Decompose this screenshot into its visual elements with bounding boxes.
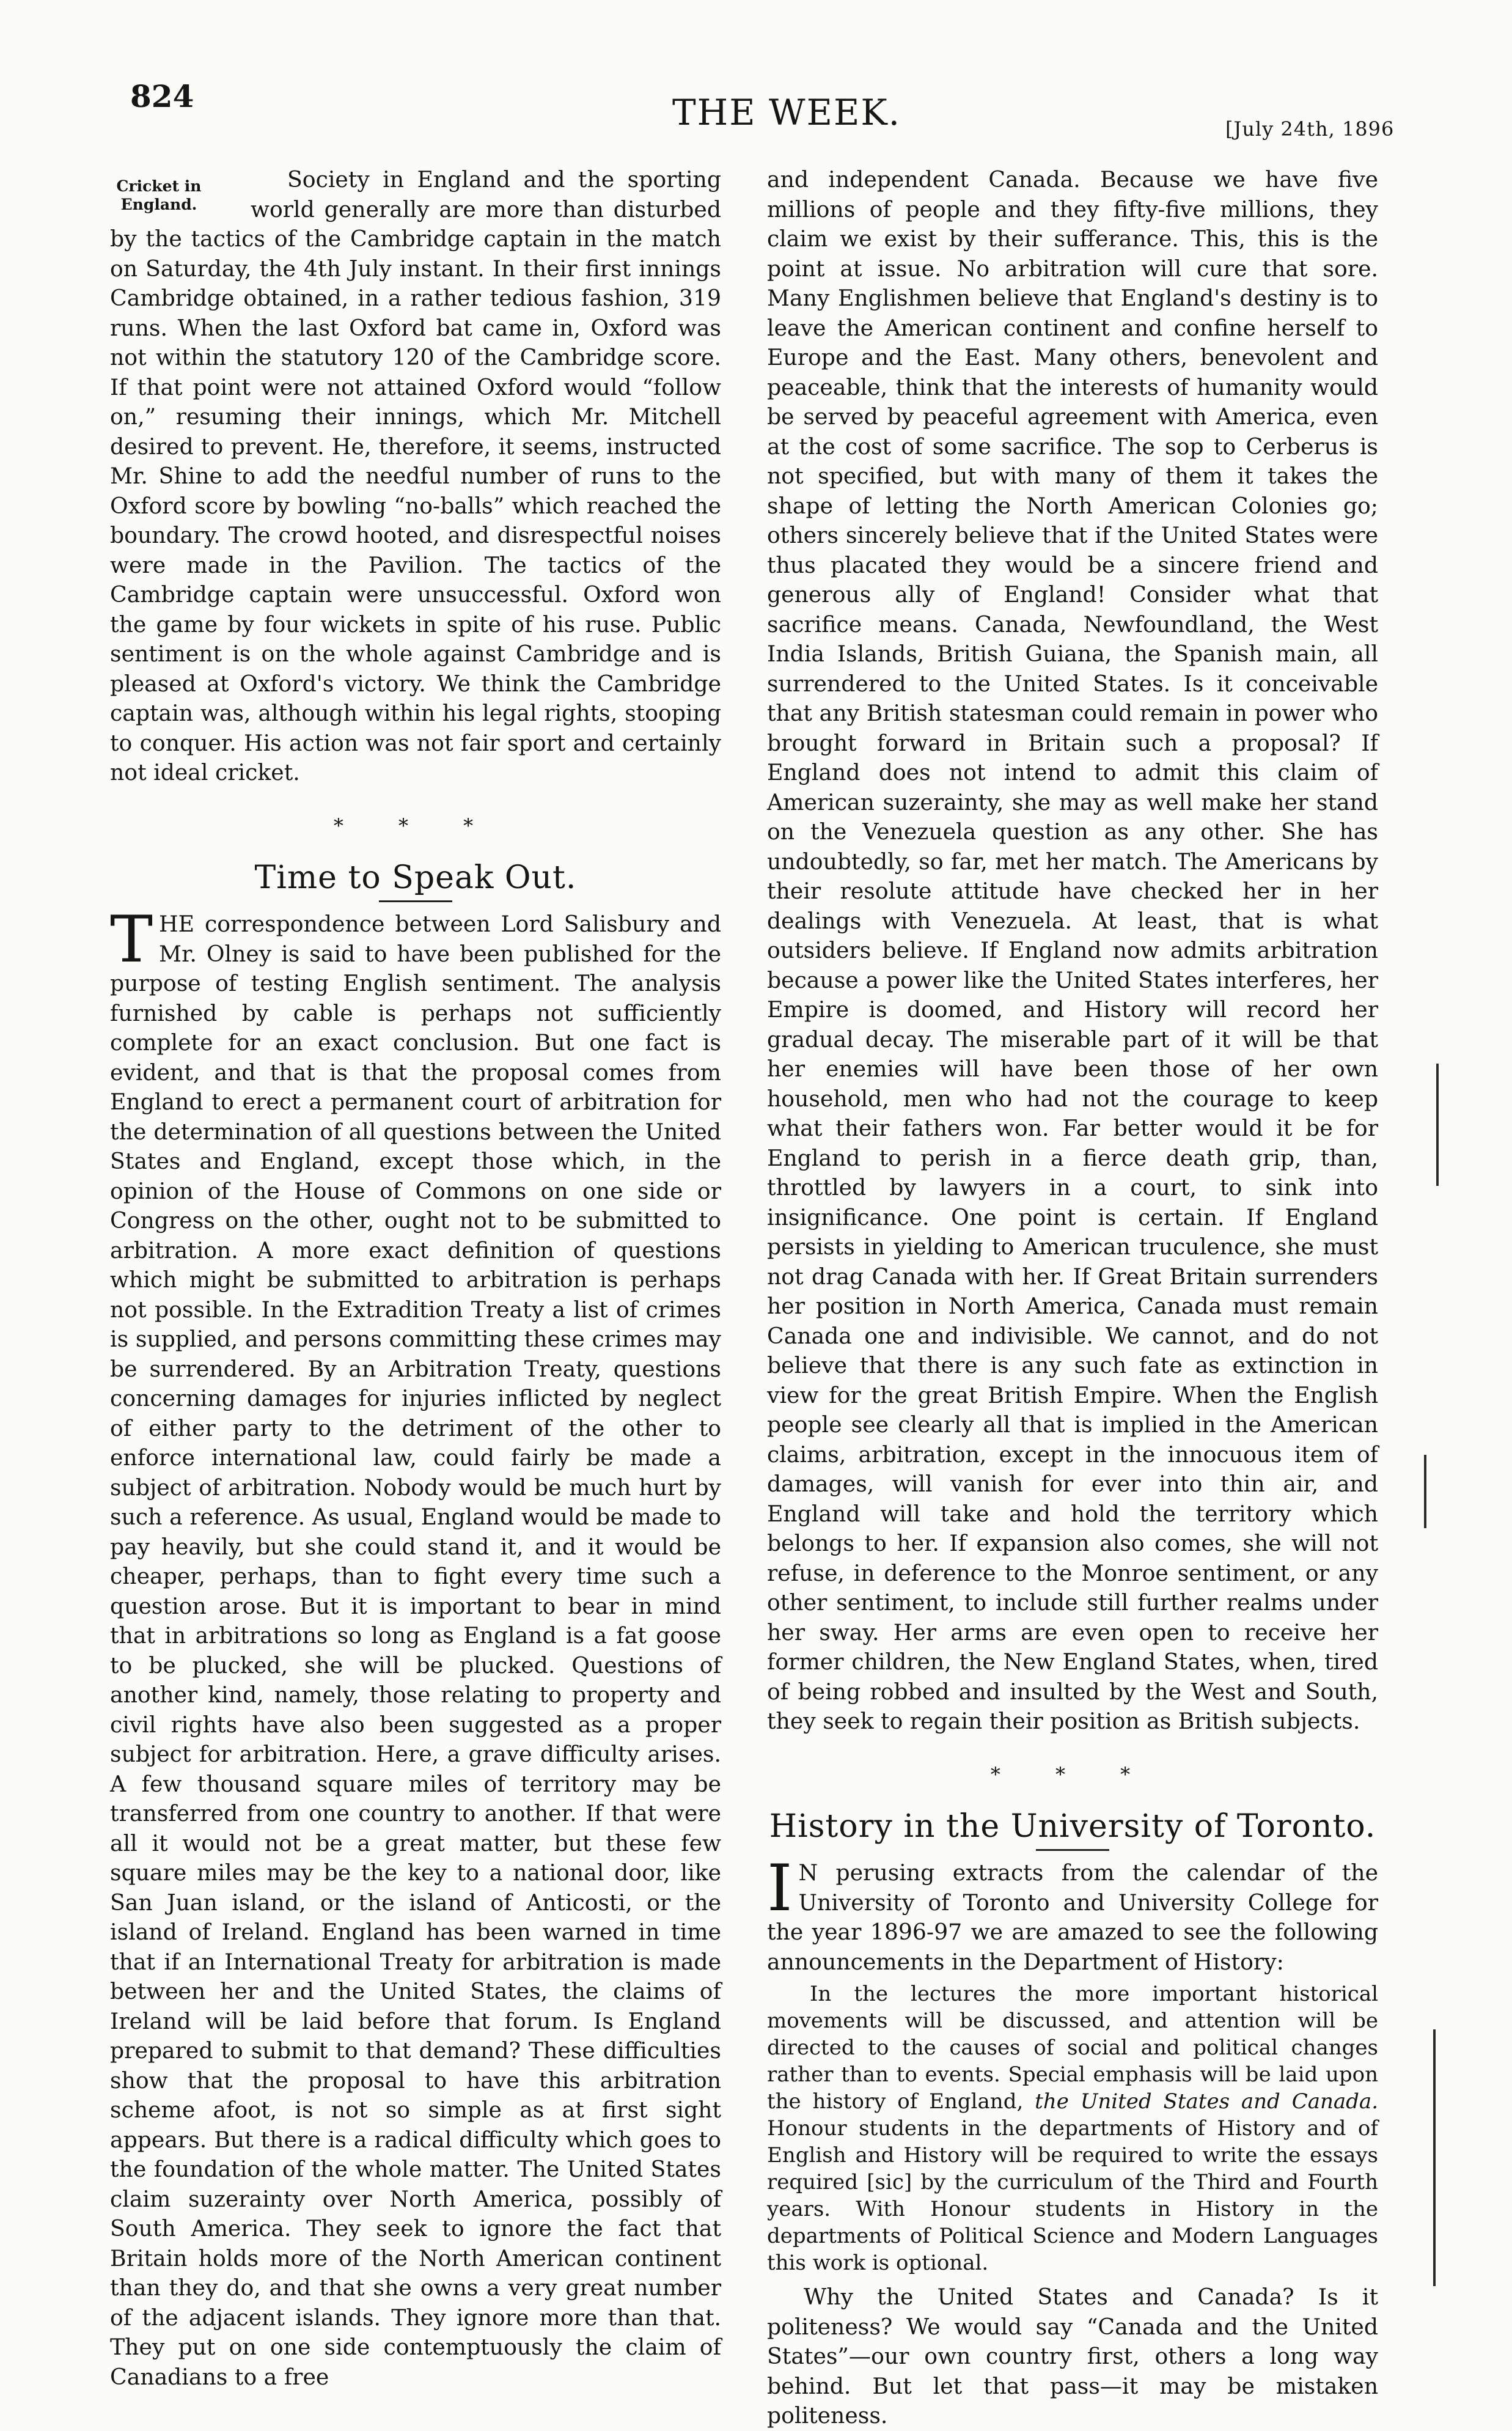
left-column <box>110 165 721 2392</box>
margin-mark <box>1436 1064 1439 1186</box>
drop-cap: T <box>110 902 153 977</box>
time-to-speak-out-title: Time to Speak Out. <box>254 859 577 896</box>
history-toronto-title: History in the University of Toronto. <box>769 1808 1376 1845</box>
cricket-side-heading: Cricket in England. <box>116 177 202 213</box>
quotation-italic-countries: the United States and Canada. <box>1035 2089 1378 2114</box>
title-rule <box>1036 1849 1109 1851</box>
history-intro-text: N perusing extracts from the calendar of the University of Toronto and University College for the year 1896-97 we are amazed to see the following announcements in the Department of History: <box>767 1859 1378 1975</box>
right-column <box>767 165 1378 2431</box>
closing-paragraph: Why the United States and Canada? Is it politeness? We would say “Canada and the United States”—our own country first, others a long way behind. But let that pass—it may be mistaken politeness. <box>767 2284 1378 2429</box>
section-separator-stars: * * * <box>333 814 498 837</box>
drop-cap: I <box>767 1851 793 1925</box>
section-separator-stars: * * * <box>990 1762 1155 1786</box>
quotation-part-b: Honour students in the departments of History and of English and History will be required to write the essays required [sic] by the curriculum of the Third and Fourth years. With Honour students in History in the departments of Political Science and Modern Languages this work is optional. <box>767 2116 1378 2275</box>
time-to-speak-out-continued: and independent Canada. Because we have five millions of people and they fifty-five millions, they claim we exist by their sufferance. This, this is the point at issue. No arbitration will cure that sore. Many Englishmen believe that England's destiny is to leave the American continent and confine herself to Europe and the East. Many others, benevolent and peaceable, think that the interests of humanity would be served by peaceful agreement with America, even at the cost of some sacrifice. The sop to Cerberus is not specified, but with many of them it takes the shape of letting the North American Colonies go; others sincerely believe that if the United States were thus placated they would be a sincere friend and generous ally of England! Consider what that sacrifice means. Canada, Newfoundland, the West India Islands, British Guiana, the Spanish main, all surrendered to the United States. Is it conceivable that any British statesman could remain in power who brought forward in Britain such a proposal? If England does not intend to admit this claim of American suzerainty, she may as well make her stand on the Venezuela question as any other. She has undoubtedly, so far, met her match. The Americans by their resolute attitude have checked her in her dealings with Venezuela. At least, that is what outsiders believe. If England now admits arbitration because a power like the United States interferes, her Empire is doomed, and History will record her gradual decay. The miserable part of it will be that her enemies will have been those of her own household, men who had not the courage to keep what their fathers won. Far better would it be for England to perish in a fierce death grip, than, throttled by lawyers in a court, to sink into insignificance. One point is certain. If England persists in yielding to American truculence, she must not drag Canada with her. If Great Britain surrenders her position in North America, Canada must remain Canada one and indivisible. We cannot, and do not believe that there is any such fate as extinction in view for the great British Empire. When the English people see clearly all that is implied in the American claims, arbitration, except in the innocuous item of damages, will vanish for ever into thin air, and England will take and hold the territory which belongs to her. If expansion also comes, she will not refuse, in deference to the Monroe sentiment, or any other sentiment, to include still further realms under her sway. Her arms are even open to receive her former children, the New England States, when, tired of being robbed and insulted by the West and South, they seek to regain their position as British subjects. <box>767 166 1378 1734</box>
masthead-title: THE WEEK. <box>672 92 901 133</box>
calendar-quotation-text <box>767 1980 1378 2276</box>
calendar-quotation <box>767 1980 1378 2276</box>
page-number: 824 <box>130 78 194 114</box>
margin-mark <box>1433 2029 1436 2286</box>
issue-date: [July 24th, 1896 <box>1225 117 1395 141</box>
time-to-speak-out-text: HE correspondence between Lord Salisbury and Mr. Olney is said to have been published for the purpose of testing English sentiment. The analysis furnished by cable is perhaps not sufficiently complete for an exact conclusion. But one fact is evident, and that is that the proposal comes from England to erect a permanent court of arbitration for the determination of all questions between the United States and England, except those which, in the opinion of the House of Commons on one side or Congress on the other, ought not to be submitted to arbitration. A more exact definition of questions which might be submitted to arbitration is perhaps not possible. In the Extradition Treaty a list of crimes is supplied, and persons committing these crimes may be surrendered. By an Arbitration Treaty, questions concerning damages for injuries inflicted by neglect of either party to the detriment of the other to enforce international law, could fairly be made a subject of arbitration. Nobody would be much hurt by such a reference. As usual, England would be made to pay heavily, but she could stand it, and it would be cheaper, perhaps, than to fight every time such a question arose. But it is important to bear in mind that in arbitrations so long as England is a fat goose to be plucked, she will be plucked. Questions of another kind, namely, those relating to property and civil rights have also been suggested as a proper subject for arbitration. Here, a grave difficulty arises. A few thousand square miles of territory may be transferred from one country to another. If that were all it would not be a great matter, but these few square miles may be the key to a national door, like San Juan island, or the island of Anticosti, or the island of Ireland. England has been warned in time that if an International Treaty for arbitration is made between her and the United States, the claims of Ireland will be laid before that forum. Is England prepared to submit to that demand? These difficulties show that the proposal to have this arbitration scheme afoot, is not so simple as at first sight appears. But there is a radical difficulty which goes to the foundation of the whole matter. The United States claim suzerainty over North America, possibly of South America. They seek to ignore the fact that Britain holds more of the North American continent than they do, and that she owns a very great number of the adjacent islands. They ignore more than that. They put on one side contemptuously the claim of Canadians to a free <box>110 911 721 2390</box>
cricket-article <box>110 165 721 788</box>
margin-mark <box>1424 1455 1426 1528</box>
title-rule <box>379 900 452 902</box>
history-intro-paragraph <box>767 1851 1378 1977</box>
quotation-part-a: In the lectures the more important historical movements will be discussed, and attention will be directed to the causes of social and political changes rather than to events. Special emphasis will be laid upon the history of England, <box>767 1982 1378 2114</box>
cricket-paragraph: Society in England and the sporting world generally are more than disturbed by the tactics of the Cambridge captain in the match on Saturday, the 4th July instant. In their first innings Cambridge obtained, in a rather tedious fashion, 319 runs. When the last Oxford bat came in, Oxford was not within the statutory 120 of the Cambridge score. If that point were not attained Oxford would “follow on,” resuming their innings, which Mr. Mitchell desired to prevent. He, therefore, it seems, instructed Mr. Shine to add the needful number of runs to the Oxford score by bowling “no-balls” which reached the boundary. The crowd hooted, and disrespectful noises were made in the Pavilion. The tactics of the Cambridge captain were unsuccessful. Oxford won the game by four wickets in spite of his ruse. Public sentiment is on the whole against Cambridge and is pleased at Oxford's victory. We think the Cambridge captain was, although within his legal rights, stooping to conquer. His action was not fair sport and certainly not ideal cricket. <box>110 166 721 785</box>
time-to-speak-out-paragraph <box>110 902 721 2392</box>
